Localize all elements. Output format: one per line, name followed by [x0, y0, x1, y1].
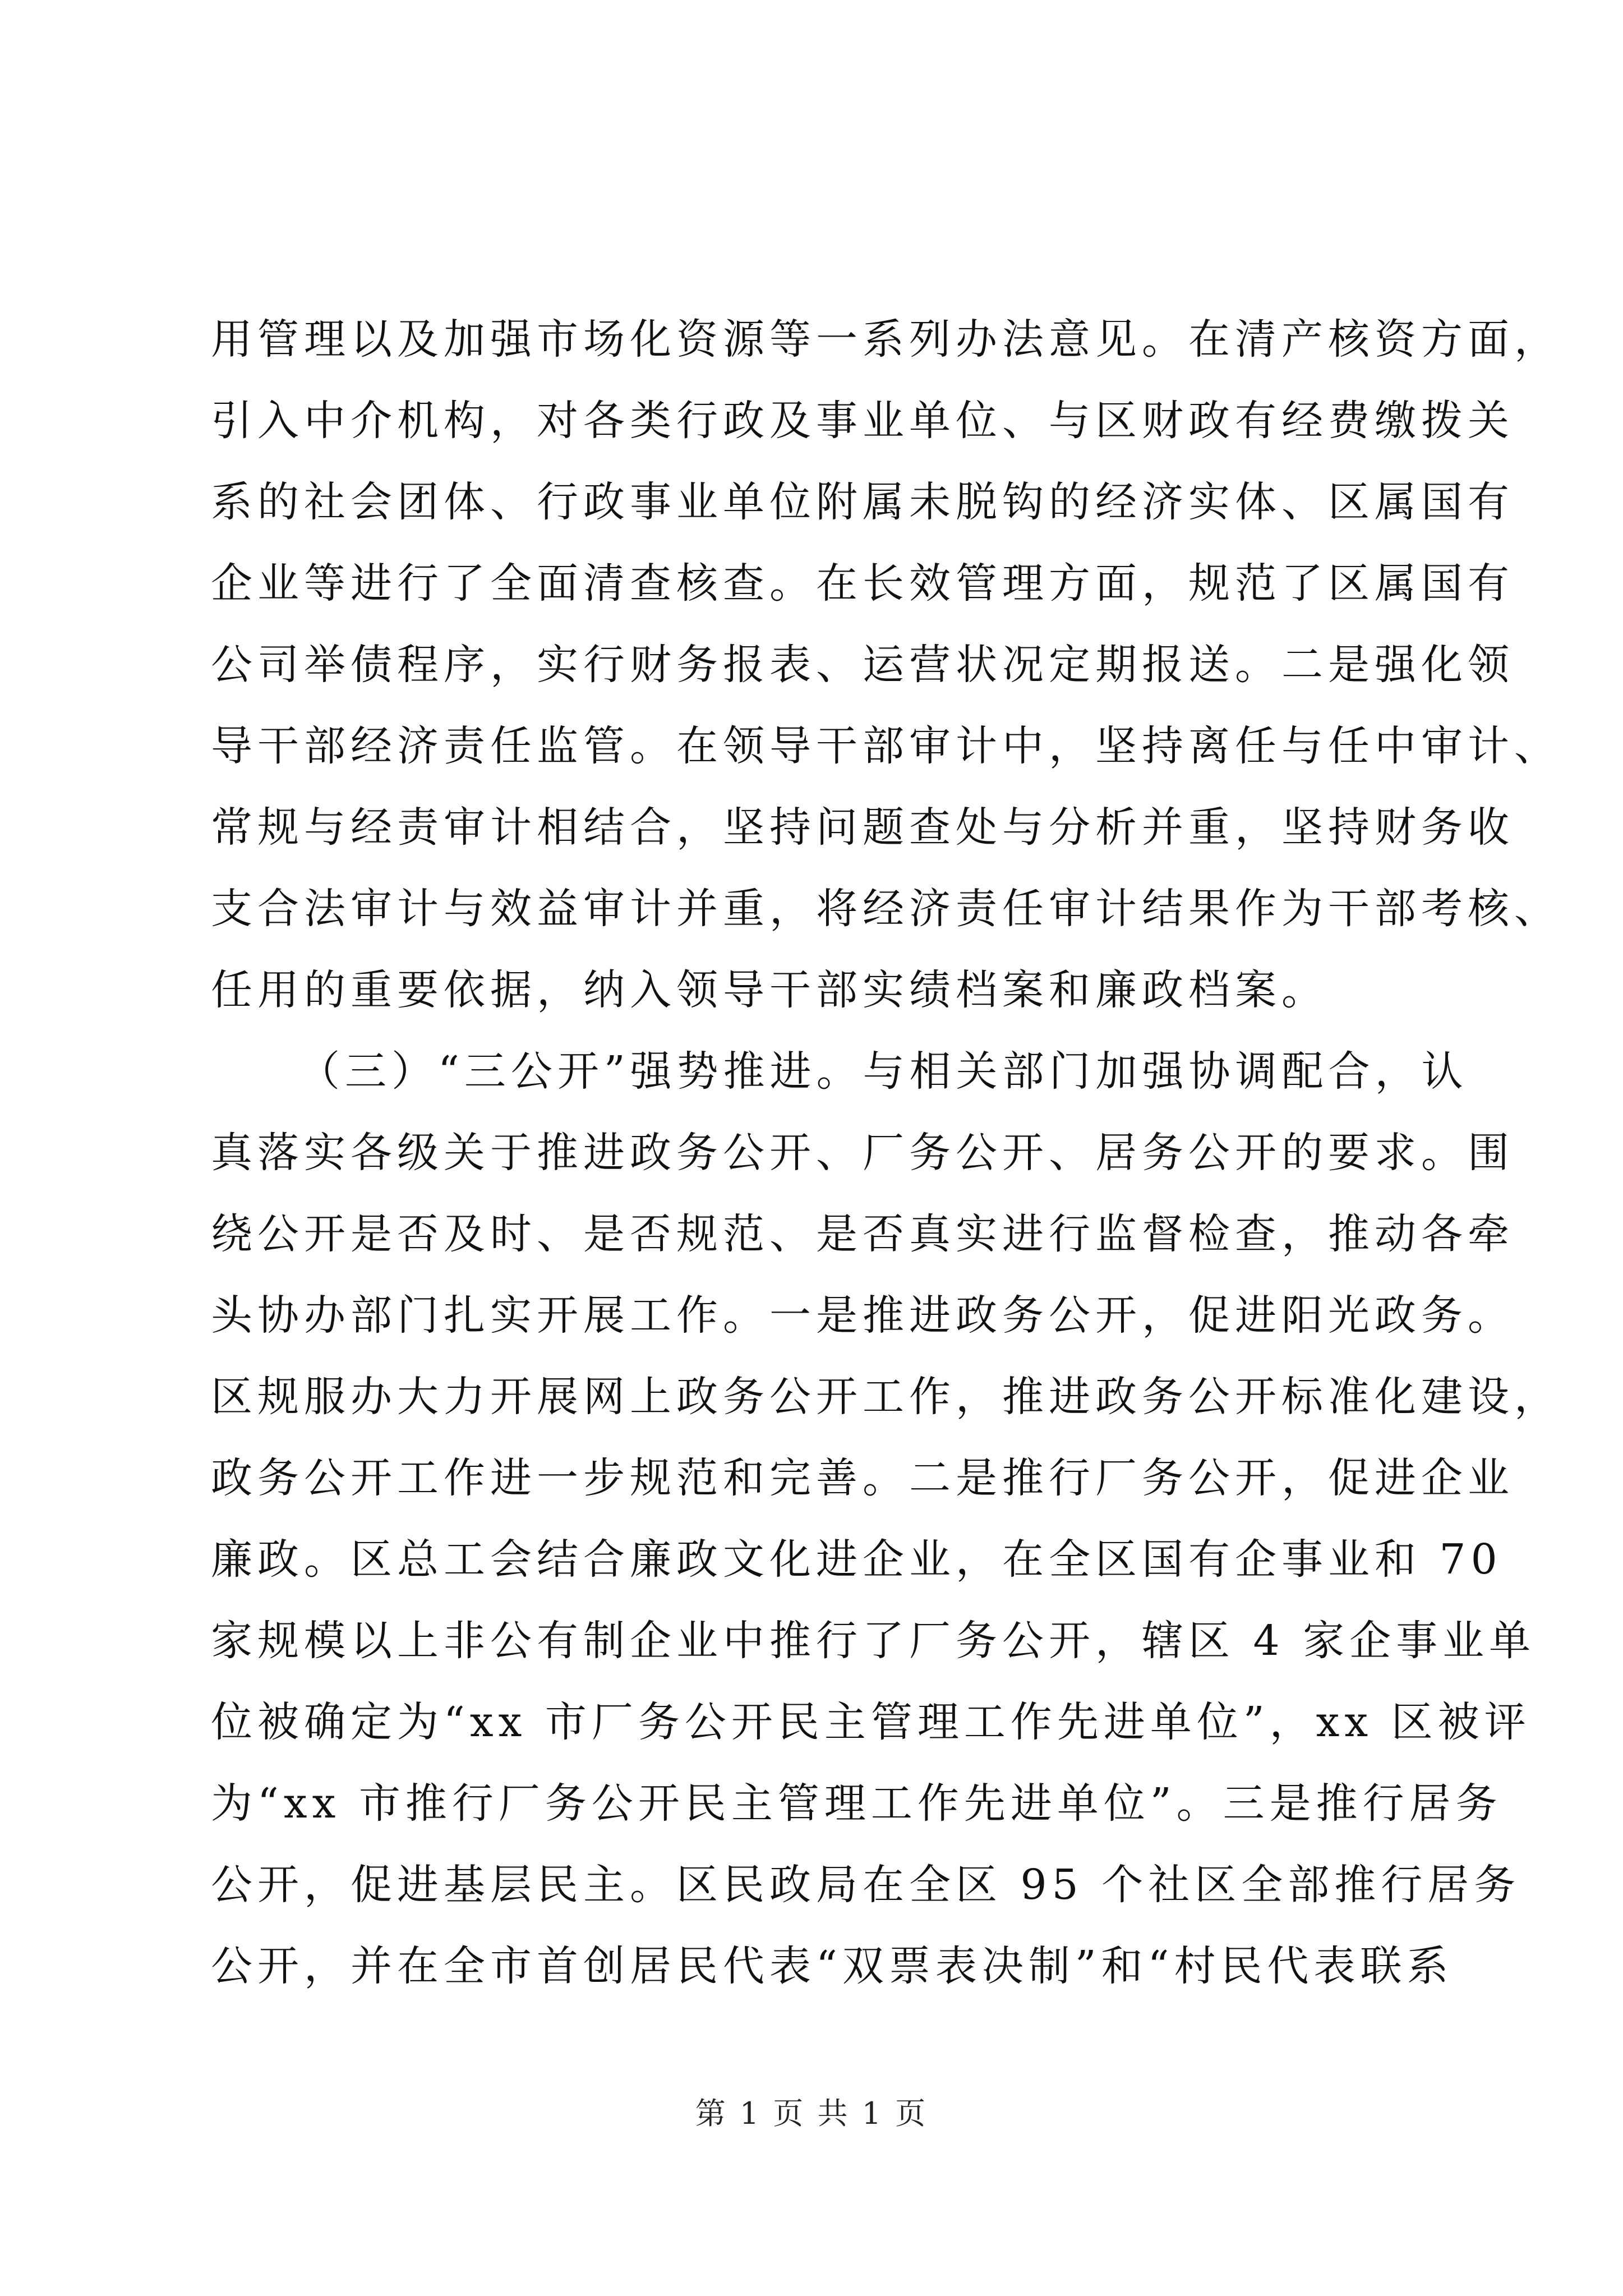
body-text-line: 区规服办大力开展网上政务公开工作，推进政务公开标准化建设， [211, 1373, 1561, 1421]
body-text-line: 为“xx 市推行厂务公开民主管理工作先进单位”。三是推行居务 [211, 1779, 1502, 1828]
body-text-line: 用管理以及加强市场化资源等一系列办法意见。在清产核资方面， [211, 315, 1561, 364]
body-text-line: 系的社会团体、行政事业单位附属未脱钩的经济实体、区属国有 [211, 478, 1514, 526]
body-text-line: 企业等进行了全面清查核查。在长效管理方面，规范了区属国有 [211, 559, 1514, 608]
body-text-line: 任用的重要依据，纳入领导干部实绩档案和廉政档案。 [211, 966, 1328, 1014]
body-text-line: 绕公开是否及时、是否规范、是否真实进行监督检查，推动各牵 [211, 1210, 1514, 1258]
body-text-line: 公开，促进基层民主。区民政局在全区 95 个社区全部推行居务 [211, 1861, 1521, 1909]
body-text-line: 支合法审计与效益审计并重，将经济责任审计结果作为干部考核、 [211, 885, 1561, 933]
body-text-line: 廉政。区总工会结合廉政文化进企业，在全区国有企事业和 70 [211, 1535, 1502, 1584]
page-number-footer: 第 1 页 共 1 页 [695, 2096, 928, 2131]
body-text-line: 位被确定为“xx 市厂务公开民主管理工作先进单位”，xx 区被评 [211, 1698, 1531, 1746]
body-text-line: 常规与经责审计相结合，坚持问题查处与分析并重，坚持财务收 [211, 803, 1514, 852]
section-heading-line: （三）“三公开”强势推进。与相关部门加强协调配合，认 [298, 1047, 1468, 1096]
body-text-line: 政务公开工作进一步规范和完善。二是推行厂务公开，促进企业 [211, 1454, 1514, 1502]
body-text-line: 公司举债程序，实行财务报表、运营状况定期报送。二是强化领 [211, 641, 1514, 689]
body-text-line: 引入中介机构，对各类行政及事业单位、与区财政有经费缴拨关 [211, 397, 1514, 445]
body-text-line: 公开，并在全市首创居民代表“双票表决制”和“村民代表联系 [211, 1942, 1454, 1990]
body-text-line: 真落实各级关于推进政务公开、厂务公开、居务公开的要求。围 [211, 1129, 1514, 1177]
body-text-line: 头协办部门扎实开展工作。一是推进政务公开，促进阳光政务。 [211, 1291, 1514, 1340]
body-text-line: 家规模以上非公有制企业中推行了厂务公开，辖区 4 家企事业单 [211, 1617, 1536, 1665]
body-text-line: 导干部经济责任监管。在领导干部审计中，坚持离任与任中审计、 [211, 722, 1561, 770]
